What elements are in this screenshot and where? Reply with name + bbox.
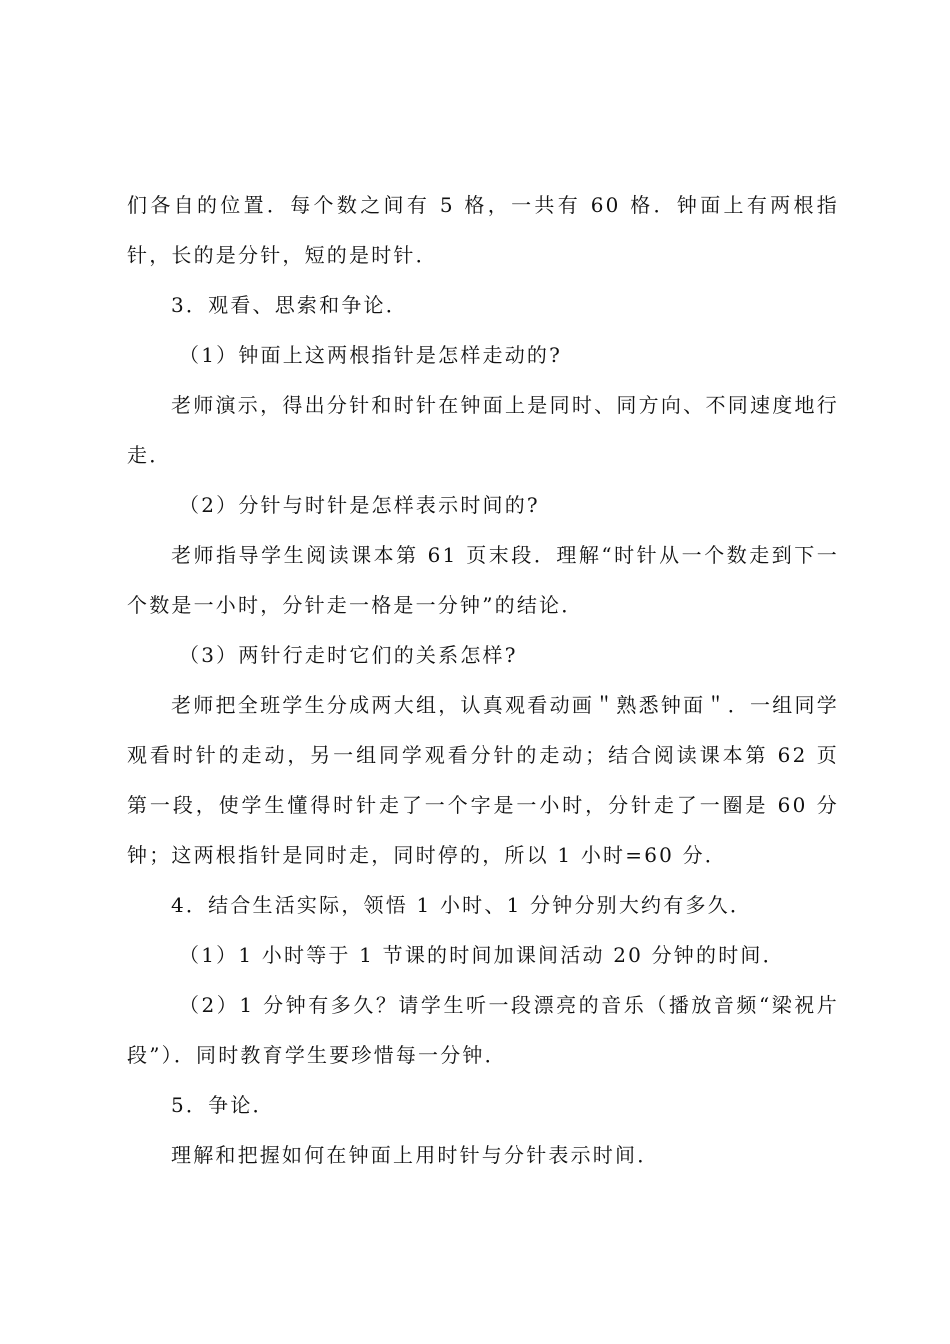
paragraph-step-3: 3．观看、思索和争论． [171,293,408,317]
paragraph-one-minute: （2）1 分钟有多久？请学生听一段漂亮的音乐（播放音频“梁祝片段”）．同时教育学生要珍惜每一分钟． [127,993,839,1067]
paragraph-teacher-demo: 老师演示，得出分针和时针在钟面上是同时、同方向、不同速度地行走． [127,393,839,467]
paragraph-step-5: 5．争论． [171,1093,275,1117]
paragraph-reading-guide: 老师指导学生阅读课本第 61 页末段．理解“时针从一个数走到下一个数是一小时，分针走一格是一分钟”的结论． [127,543,839,617]
paragraph-continuation: 们各自的位置．每个数之间有 5 格，一共有 60 格．钟面上有两根指针，长的是分针，短的是时针． [127,193,839,267]
paragraph-one-hour: （1）1 小时等于 1 节课的时间加课间活动 20 分钟的时间． [179,943,785,967]
paragraph-question-2: （2）分针与时针是怎样表示时间的? [179,493,540,517]
paragraph-question-1: （1）钟面上这两根指针是怎样走动的? [179,343,563,367]
paragraph-question-3: （3）两针行走时它们的关系怎样? [179,643,518,667]
paragraph-step-4: 4．结合生活实际，领悟 1 小时、1 分钟分别大约有多久． [171,893,753,917]
paragraph-conclusion: 理解和把握如何在钟面上用时针与分针表示时间． [171,1143,660,1167]
document-body [127,180,839,1180]
paragraph-group-activity: 老师把全班学生分成两大组，认真观看动画＂熟悉钟面＂．一组同学观看时针的走动，另一组同学观看分针的走动；结合阅读课本第 62 页第一段，使学生懂得时针走了一个字是一小时，分针走了一圈是 60 分钟；这两根指针是同时走，同时停的，所以 1 小时=60 分． [127,693,839,867]
